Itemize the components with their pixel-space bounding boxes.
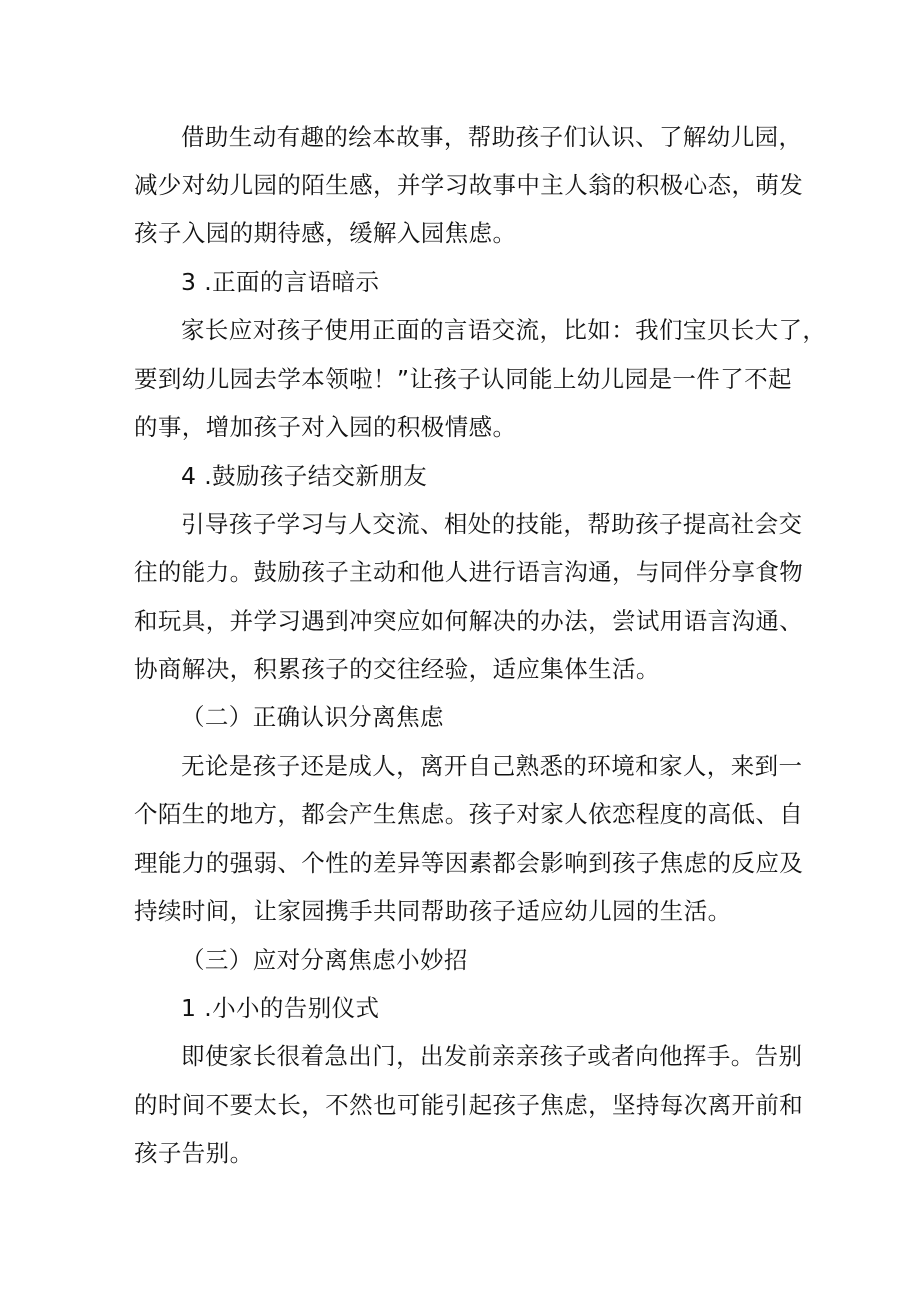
paragraph-line: 的事，增加孩子对入园的积极情感。 <box>134 413 517 441</box>
paragraph-line: 的时间不要太长，不然也可能引起孩子焦虑，坚持每次离开前和 <box>134 1091 804 1119</box>
paragraph-line: 引导孩子学习与人交流、相处的技能，帮助孩子提高社会交 <box>181 510 803 538</box>
section-heading: （二）正确认识分离焦虑 <box>181 703 444 731</box>
paragraph-line: 减少对幼儿园的陌生感，并学习故事中主人翁的积极心态，萌发 <box>134 171 804 199</box>
paragraph-line: 孩子告别。 <box>134 1139 254 1167</box>
paragraph-line: 无论是孩子还是成人，离开自己熟悉的环境和家人，来到一 <box>181 752 803 780</box>
paragraph-line: 即使家长很着急出门，出发前亲亲孩子或者向他挥手。告别 <box>181 1042 803 1070</box>
paragraph-line: 理能力的强弱、个性的差异等因素都会影响到孩子焦虑的反应及 <box>134 849 804 877</box>
paragraph-line: 个陌生的地方，都会产生焦虑。孩子对家人依恋程度的高低、自 <box>134 800 804 828</box>
section-heading: （三）应对分离焦虑小妙招 <box>181 946 468 974</box>
paragraph-line: 孩子入园的期待感，缓解入园焦虑。 <box>134 219 517 247</box>
section-heading: 4 .鼓励孩子结交新朋友 <box>181 462 428 490</box>
paragraph-line: 和玩具，并学习遇到冲突应如何解决的办法，尝试用语言沟通、 <box>134 607 804 635</box>
paragraph-line: 借助生动有趣的绘本故事，帮助孩子们认识、了解幼儿园， <box>181 123 803 151</box>
paragraph-line: 要到幼儿园去学本领啦！”让孩子认同能上幼儿园是一件了不起 <box>134 365 792 393</box>
paragraph-line: 协商解决，积累孩子的交往经验，适应集体生活。 <box>134 655 660 683</box>
paragraph-line: 家长应对孩子使用正面的言语交流，比如：我们宝贝长大了， <box>181 316 827 344</box>
paragraph-line: 持续时间，让家园携手共同帮助孩子适应幼儿园的生活。 <box>134 897 732 925</box>
section-heading: 1 .小小的告别仪式 <box>181 994 380 1022</box>
section-heading: 3 .正面的言语暗示 <box>181 268 380 296</box>
paragraph-line: 往的能力。鼓励孩子主动和他人进行语言沟通，与同伴分享食物 <box>134 558 804 586</box>
